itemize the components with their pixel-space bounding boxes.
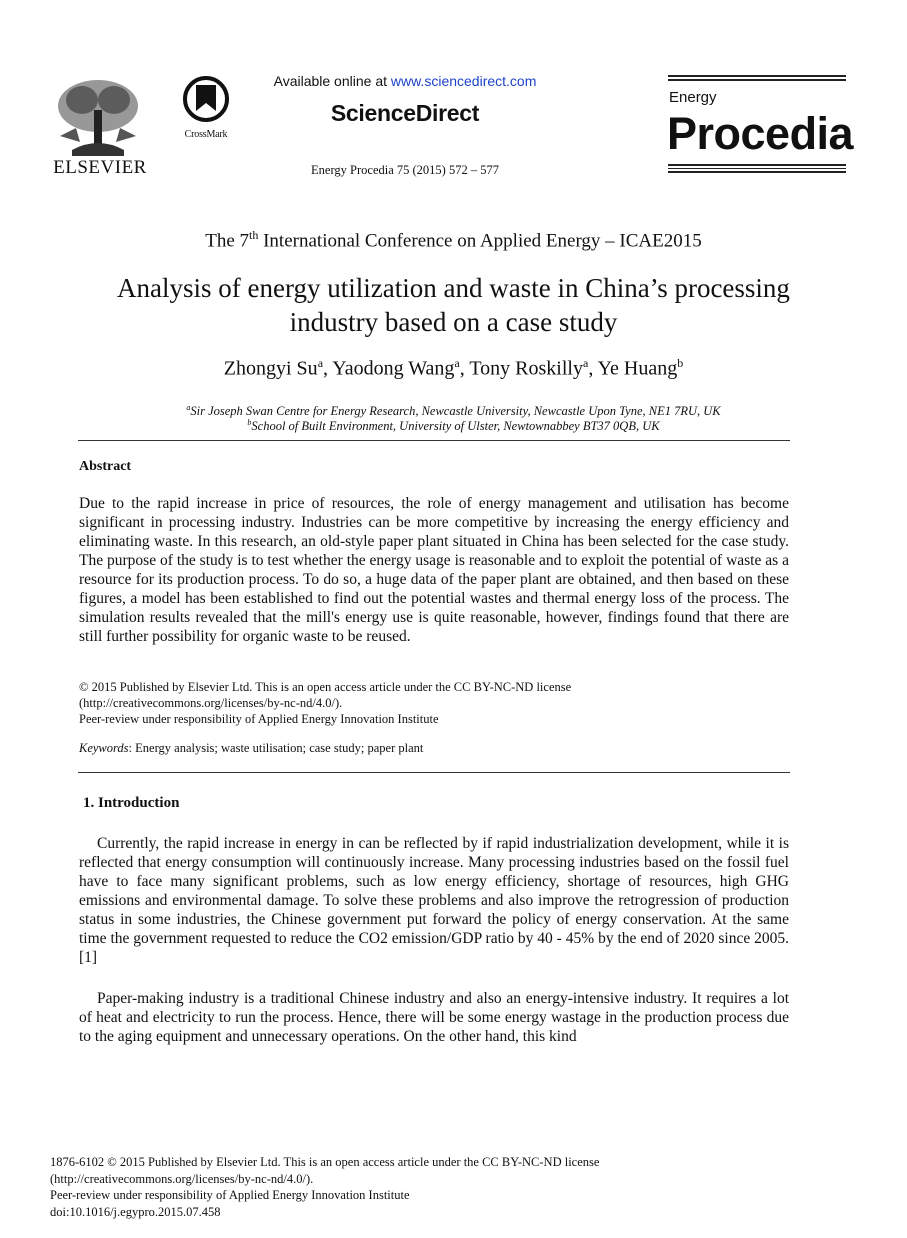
paragraph [79,989,789,1046]
author-sep: , [323,357,333,380]
paragraph-text: Currently, the rapid increase in energy in can be reflected by if rapid industrialization development, while it is reflected that energy consumption will continuously increase. Many processing industries based on the fossil fuel have to face many significant problems, such as low energy efficiency, shortage of resources, high GHG emissions and environmental damage. To solve these problems and also improve the retrogression of production status in some industries, the Chinese government put forward the policy of energy conservation. At the same time the government requested to reduce the CO2 emission/GDP ratio by 40 ‑ 45% by the end of 2020 since 2005.[1] [79,835,789,966]
author-sup: b [677,356,684,370]
journal-logo-bottom-rule [668,164,846,175]
paper-title [60,271,847,339]
section-heading: 1. Introduction [83,795,180,811]
footer-doi[interactable]: doi:10.1016/j.egypro.2015.07.458 [50,1204,221,1219]
conference-prefix: The 7 [205,230,250,252]
conference-suffix: International Conference on Applied Energy – ICAE2015 [258,230,702,252]
affiliation-b [60,418,847,434]
crossmark-badge[interactable] [178,75,234,140]
author-sup: a [317,356,324,370]
sciencedirect-wordmark: ScienceDirect [330,100,480,126]
abstract-text: Due to the rapid increase in price of resources, the role of energy management and utilisation has become significant in processing industry. Industries can be more competitive by increasing the energy efficiency and eliminating waste. In this research, an old-style paper plant situated in China has been selected for the case study. The purpose of the study is to test whether the energy usage is reasonable and to exploit the potential of waste as a resource for its production process. To do so, a huge data of the paper plant are obtained, and then based on these figures, a model has been established to find out the potential wastes and thermal energy loss of the process. The simulation results revealed that the mill's energy use is quite reasonable, however, findings found that there are still further possibility for organic waste to be reused. [79,495,789,645]
sciencedirect-link[interactable]: www.sciencedirect.com [390,73,537,89]
author-sup: a [454,356,460,370]
author-name: Zhongyi Su [223,357,318,380]
affiliation-a [60,403,847,419]
author-sep: , [459,357,470,380]
author-sup: a [582,356,589,370]
page-footer [50,1154,810,1220]
journal-reference: Energy Procedia 75 (2015) 572 – 577 [311,163,499,177]
title-line-1: Analysis of energy utilization and waste in China’s processing [117,273,790,303]
journal-logo-top-rule [668,75,846,83]
keywords-text: : Energy analysis; waste utilisation; case study; paper plant [128,741,424,755]
journal-logo-energy: Energy [669,89,717,106]
footer-license-url[interactable]: (http://creativecommons.org/licenses/by-nc-nd/4.0/). [50,1171,314,1186]
license-line: © 2015 Published by Elsevier Ltd. This is an open access article under the CC BY-NC-ND license [79,680,572,694]
available-prefix: Available online at [273,73,391,89]
footer-peer-review: Peer-review under responsibility of Applied Energy Innovation Institute [50,1188,410,1202]
journal-logo-procedia: Procedia [667,108,854,159]
conference-line [60,228,847,252]
author-sep: , [588,357,598,380]
keywords-label: Keywords [79,741,129,755]
abstract-heading: Abstract [79,459,132,474]
elsevier-tree-logo [52,76,144,158]
conference-sup: th [249,228,259,242]
title-line-2: industry based on a case study [289,307,618,337]
available-online [240,73,570,89]
affiliation-sup: b [247,418,252,427]
divider [78,440,790,441]
publisher-name: ELSEVIER [53,157,147,178]
affiliation-text: School of Built Environment, University of Ulster, Newtownabbey BT37 0QB, UK [251,419,660,434]
affiliation-sup: a [186,403,191,412]
paragraph-text: Paper-making industry is a traditional Chinese industry and also an energy-intensive industry. It requires a lot of heat and electricity to run the process. Hence, there will be some energy wastage in the production process due to the aging equipment and unnecessary operations. On the other hand, this kind [79,990,789,1045]
peer-review-line: Peer-review under responsibility of Applied Energy Innovation Institute [79,712,439,726]
crossmark-label: CrossMark [184,129,228,140]
affiliation-text: Sir Joseph Swan Centre for Energy Research, Newcastle University, Newcastle Upon Tyne, NE1 7RU, UK [190,404,721,419]
author-name: Yaodong Wang [332,357,455,380]
author-name: Tony Roskilly [469,357,583,380]
paragraph [79,834,789,967]
author-name: Ye Huang [597,357,678,380]
crossmark-icon [182,75,230,123]
license-block [79,679,789,727]
keywords [79,741,789,756]
footer-license: 1876-6102 © 2015 Published by Elsevier Ltd. This is an open access article under the CC BY-NC-ND license [50,1155,600,1169]
license-url[interactable]: (http://creativecommons.org/licenses/by-nc-nd/4.0/). [79,696,343,710]
divider [78,772,790,773]
author-list [60,356,847,381]
